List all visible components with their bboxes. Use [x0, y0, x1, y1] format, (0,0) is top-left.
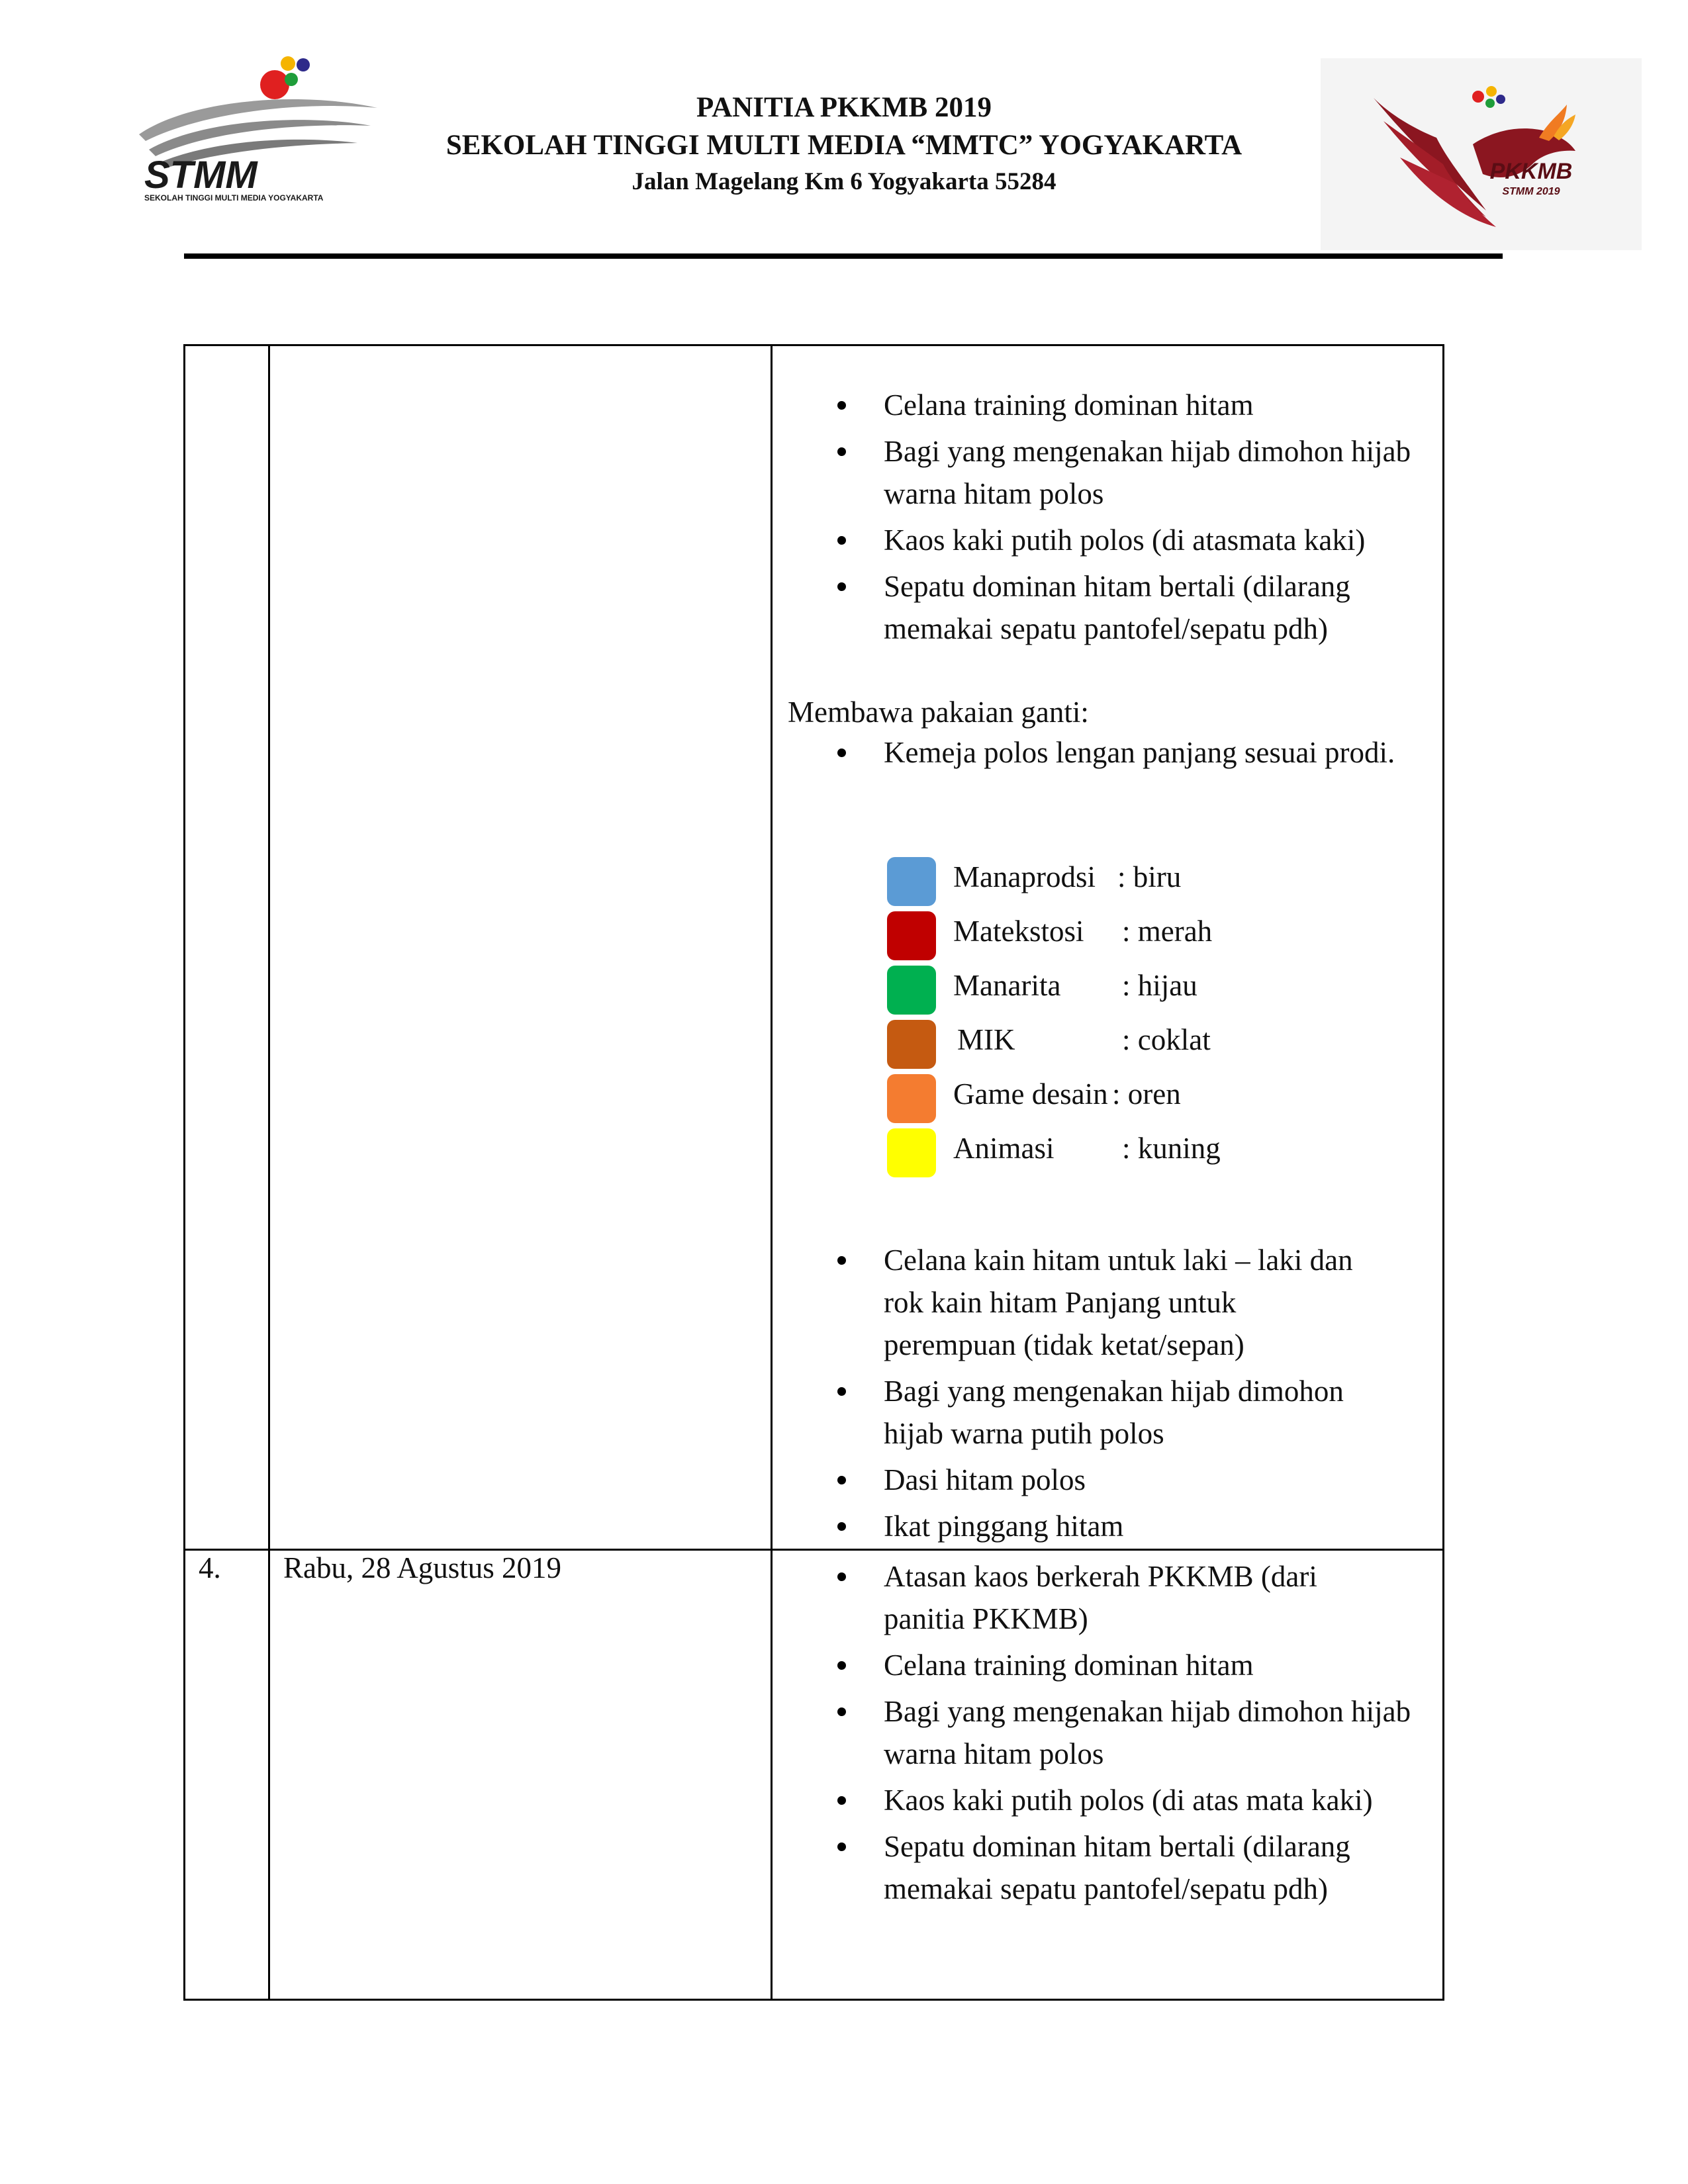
- attire-list: [831, 384, 1427, 654]
- list-item: [831, 1239, 1360, 1366]
- stmm-logo-subtext: SEKOLAH TINGGI MULTI MEDIA YOGYAKARTA: [144, 193, 324, 203]
- bullet-icon: [837, 1796, 846, 1805]
- pkkmb-logo-text: PKKMB: [1489, 159, 1573, 184]
- list-item: [831, 384, 1427, 426]
- legend-name: Matekstosi: [953, 915, 1084, 948]
- list-item: [831, 1690, 1427, 1775]
- legend-name: Animasi: [953, 1132, 1055, 1165]
- header-title: PANITIA PKKMB 2019: [696, 92, 992, 123]
- bullet-icon: [837, 1661, 846, 1670]
- color-swatch: [887, 1020, 936, 1069]
- color-swatch: [887, 966, 936, 1015]
- legend-row-matekstosi: [887, 911, 1284, 960]
- list-item-text: Dasi hitam polos: [884, 1463, 1086, 1496]
- legend-name: Manarita: [953, 969, 1061, 1002]
- row-date: Rabu, 28 Agustus 2019: [283, 1551, 562, 1584]
- list-item: [831, 1779, 1427, 1821]
- bullet-icon: [837, 1843, 846, 1851]
- color-swatch: [887, 911, 936, 960]
- list-item: [831, 1505, 1360, 1547]
- legend-row-game-desain: [887, 1074, 1284, 1123]
- list-item-text: Bagi yang mengenakan hijab dimohon hijab warna hitam polos: [884, 1695, 1411, 1770]
- legend-color: : hijau: [1122, 969, 1197, 1002]
- list-item-text: Sepatu dominan hitam bertali (dilarang memakai sepatu pantofel/sepatu pdh): [884, 1830, 1350, 1905]
- legend-row-mik: [887, 1020, 1284, 1069]
- header-divider: [184, 253, 1503, 259]
- bullet-icon: [837, 447, 846, 456]
- bullet-icon: [837, 749, 846, 757]
- list-item-text: Ikat pinggang hitam: [884, 1510, 1124, 1543]
- list-item: [831, 731, 1427, 774]
- legend-color: : kuning: [1122, 1132, 1221, 1165]
- bullet-icon: [837, 1572, 846, 1581]
- column-divider-date: [771, 344, 773, 2001]
- bullet-icon: [837, 536, 846, 545]
- legend-color: : biru: [1117, 860, 1182, 893]
- row-number: 4.: [199, 1551, 221, 1584]
- legend-color: : oren: [1112, 1077, 1181, 1111]
- legend-name: Game desain: [953, 1077, 1108, 1111]
- bullet-icon: [837, 1256, 846, 1265]
- list-item-text: Celana training dominan hitam: [884, 1649, 1254, 1682]
- list-item-text: Atasan kaos berkerah PKKMB (dari panitia PKKMB): [884, 1560, 1317, 1635]
- header-address: Jalan Magelang Km 6 Yogyakarta 55284: [632, 168, 1056, 195]
- list-item-text: Kemeja polos lengan panjang sesuai prodi.: [884, 736, 1395, 769]
- list-item-text: Kaos kaki putih polos (di atasmata kaki): [884, 523, 1366, 557]
- color-swatch: [887, 1128, 936, 1177]
- list-item: [831, 1370, 1360, 1455]
- list-item: [831, 1555, 1387, 1640]
- list-item-text: Celana kain hitam untuk laki – laki dan rok kain hitam Panjang untuk perempuan (tidak ketat/sepan): [884, 1244, 1353, 1361]
- list-item: [831, 1825, 1427, 1910]
- more-attire-list: [831, 1239, 1360, 1551]
- change-clothes-label: Membawa pakaian ganti:: [788, 696, 1089, 729]
- list-item: [831, 1459, 1360, 1501]
- bullet-icon: [837, 582, 846, 591]
- header-school-name: SEKOLAH TINGGI MULTI MEDIA “MMTC” YOGYAKARTA: [445, 130, 1243, 161]
- column-divider-number: [268, 344, 270, 2001]
- legend-row-manarita: [887, 966, 1284, 1015]
- legend-color: : coklat: [1122, 1023, 1211, 1056]
- list-item: [831, 430, 1427, 515]
- list-item-text: Kaos kaki putih polos (di atas mata kaki): [884, 1784, 1373, 1817]
- pkkmb-logo: [1321, 58, 1642, 250]
- legend-name: Manaprodsi: [953, 860, 1096, 893]
- list-item-text: Bagi yang mengenakan hijab dimohon hijab warna putih polos: [884, 1375, 1344, 1450]
- legend-color: : merah: [1122, 915, 1213, 948]
- bullet-icon: [837, 1387, 846, 1396]
- change-clothes-list: [831, 731, 1427, 778]
- color-swatch: [887, 857, 936, 906]
- list-item: [831, 519, 1427, 561]
- stmm-logo-text: STMM: [144, 154, 258, 197]
- list-item-text: Celana training dominan hitam: [884, 388, 1254, 422]
- legend-name: MIK: [957, 1023, 1015, 1056]
- legend-row-animasi: [887, 1128, 1284, 1177]
- list-item: [831, 565, 1427, 650]
- color-swatch: [887, 1074, 936, 1123]
- legend-row-manaprodsi: [887, 857, 1284, 906]
- list-item-text: Bagi yang mengenakan hijab dimohon hijab warna hitam polos: [884, 435, 1411, 510]
- row-4-attire-list: [831, 1555, 1427, 1914]
- list-item: [831, 1644, 1427, 1686]
- bullet-icon: [837, 1522, 846, 1531]
- bullet-icon: [837, 1707, 846, 1716]
- pkkmb-logo-subtext: STMM 2019: [1502, 186, 1560, 197]
- bullet-icon: [837, 1476, 846, 1484]
- list-item-text: Sepatu dominan hitam bertali (dilarang memakai sepatu pantofel/sepatu pdh): [884, 570, 1350, 645]
- bullet-icon: [837, 401, 846, 410]
